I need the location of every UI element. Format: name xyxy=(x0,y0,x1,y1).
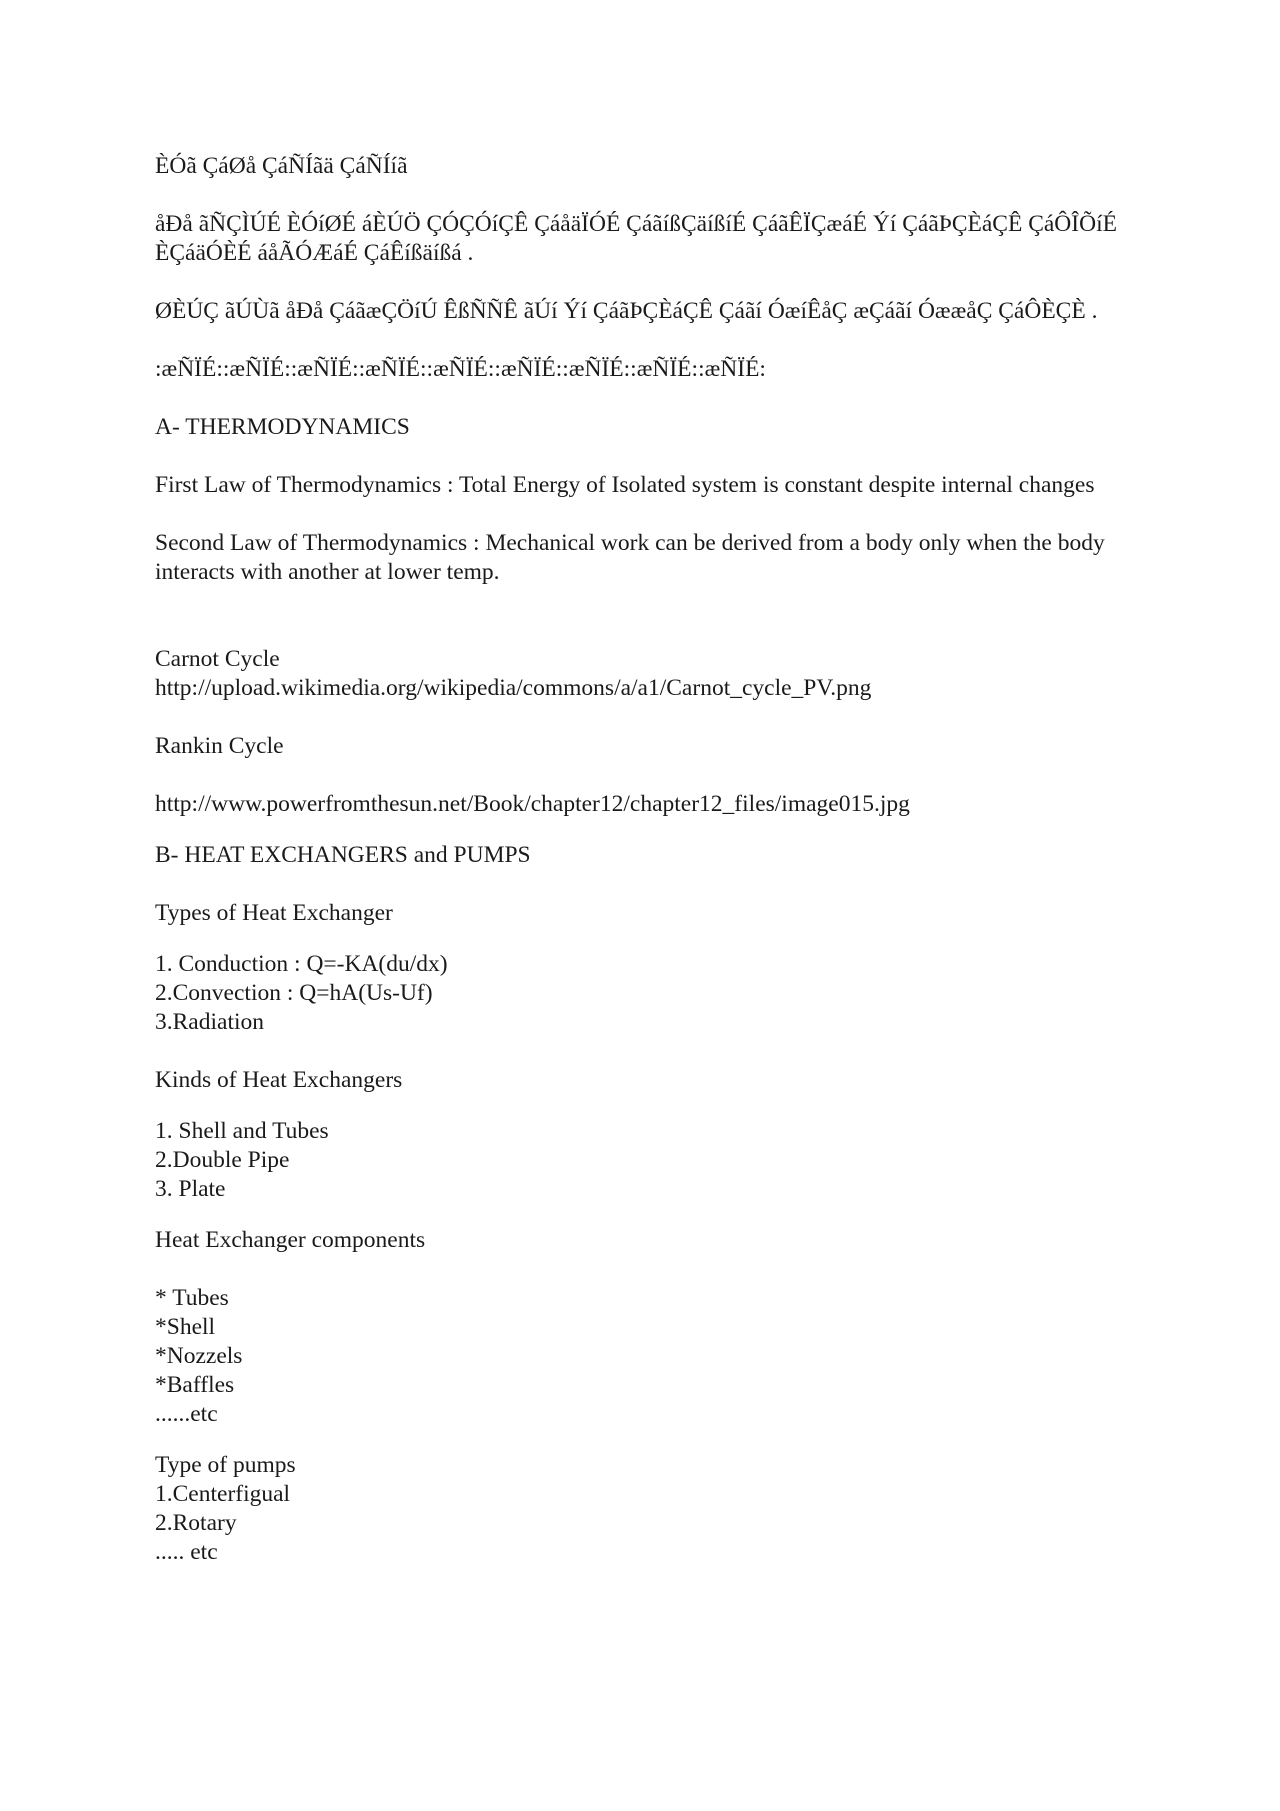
list-item: 3. Plate xyxy=(155,1176,226,1202)
heat-exchanger-types-title: Types of Heat Exchanger xyxy=(155,900,393,926)
list-item: 2.Double Pipe xyxy=(155,1147,290,1173)
list-item: 1.Centerfigual xyxy=(155,1481,291,1507)
carnot-cycle-block xyxy=(155,645,1125,703)
list-item: 1. Conduction : Q=-KA(du/dx) xyxy=(155,951,448,977)
heat-exchanger-components-list xyxy=(155,1284,1125,1429)
document-body xyxy=(155,152,1125,1596)
pump-types-block xyxy=(155,1451,1125,1567)
arabic-note-paragraph: ØÈÚÇ ãÚÙã åÐå ÇáãæÇÖíÚ ÊßÑÑÊ ãÚí Ýí ÇáãÞÇÈáÇÊ Çáãí ÓæíÊåÇ æÇáãí ÓææåÇ ÇáÔÈÇÈ . xyxy=(155,298,1098,324)
list-item: *Baffles xyxy=(155,1372,235,1398)
heat-exchanger-kinds-list xyxy=(155,1117,1125,1204)
list-item: 2.Convection : Q=hA(Us-Uf) xyxy=(155,980,433,1006)
carnot-cycle-title: Carnot Cycle xyxy=(155,646,280,672)
list-item: 2.Rotary xyxy=(155,1510,237,1536)
first-law-paragraph: First Law of Thermodynamics : Total Energy of Isolated system is constant despite internal changes xyxy=(155,472,1095,498)
section-a-heading: A- THERMODYNAMICS xyxy=(155,414,410,440)
arabic-intro-paragraph: åÐå ãÑÇÌÚÉ ÈÓíØÉ áÈÚÖ ÇÓÇÓíÇÊ ÇáåäÏÓÉ ÇáãíßÇäíßíÉ ÇáãÊÏÇæáÉ Ýí ÇáãÞÇÈáÇÊ ÇáÔÎÕíÉ ÈÇáäÓÈÉ áåÃÓÆáÉ ÇáÊíßäíßá . xyxy=(155,211,1117,266)
list-item: *Shell xyxy=(155,1314,216,1340)
list-item: 3.Radiation xyxy=(155,1009,264,1035)
list-item: *Nozzels xyxy=(155,1343,243,1369)
list-item: * Tubes xyxy=(155,1285,229,1311)
list-item: ......etc xyxy=(155,1401,218,1427)
heat-exchanger-kinds-title: Kinds of Heat Exchangers xyxy=(155,1067,403,1093)
decorative-separator-line: :æÑÏÉ::æÑÏÉ::æÑÏÉ::æÑÏÉ::æÑÏÉ::æÑÏÉ::æÑÏÉ::æÑÏÉ::æÑÏÉ: xyxy=(155,356,766,382)
carnot-cycle-url: http://upload.wikimedia.org/wikipedia/commons/a/a1/Carnot_cycle_PV.png xyxy=(155,675,872,701)
heat-exchanger-types-list xyxy=(155,950,1125,1037)
rankin-cycle-title: Rankin Cycle xyxy=(155,733,284,759)
section-b-heading: B- HEAT EXCHANGERS and PUMPS xyxy=(155,842,531,868)
arabic-title-line: ÈÓã ÇáØå ÇáÑÍãä ÇáÑÍíã xyxy=(155,153,408,179)
heat-exchanger-components-title: Heat Exchanger components xyxy=(155,1227,426,1253)
list-item: ..... etc xyxy=(155,1539,218,1565)
pump-types-title: Type of pumps xyxy=(155,1452,296,1478)
rankin-cycle-url: http://www.powerfromthesun.net/Book/chapter12/chapter12_files/image015.jpg xyxy=(155,791,910,817)
list-item: 1. Shell and Tubes xyxy=(155,1118,329,1144)
second-law-paragraph: Second Law of Thermodynamics : Mechanical work can be derived from a body only when the body interacts with another at lower temp. xyxy=(155,530,1105,585)
